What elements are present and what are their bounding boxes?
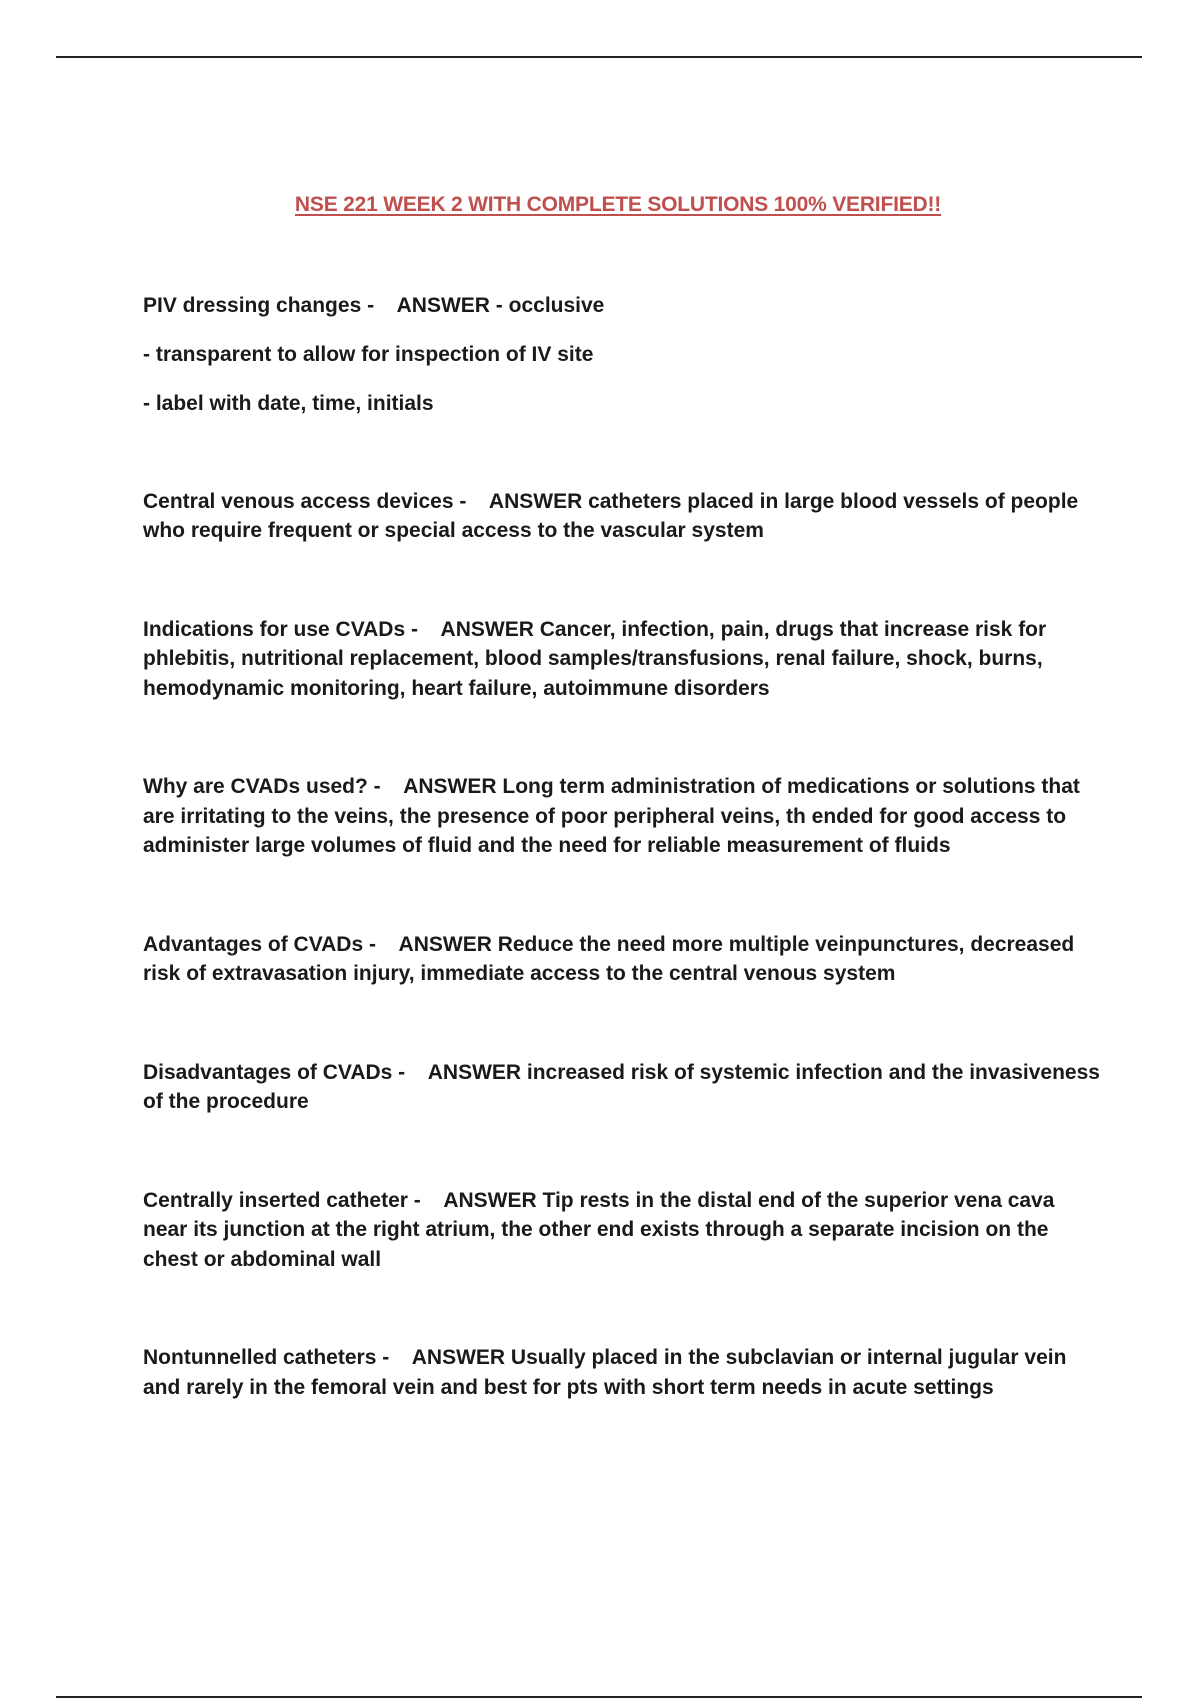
answer-continuation: - label with date, time, initials [143, 392, 434, 415]
qa-line [143, 1186, 1103, 1275]
qa-entry-cvad-advantages [143, 930, 1103, 989]
answer-text: ANSWER Reduce the need more multiple veinpunctures, decreased risk of extravasation injury, immediate access to the central venous system [143, 932, 1075, 985]
bottom-divider [56, 1696, 1142, 1698]
question-text: Nontunnelled catheters - [143, 1346, 390, 1369]
question-text: Disadvantages of CVADs - [143, 1060, 406, 1084]
answer-text: ANSWER - occlusive [396, 294, 605, 317]
top-divider [56, 56, 1142, 58]
qa-line [143, 1343, 1103, 1402]
answer-text: ANSWER increased risk of systemic infection and the invasiveness of the procedure [143, 1060, 1100, 1113]
answer-text: ANSWER catheters placed in large blood vessels of people who require frequent or special access to the vascular system [143, 489, 1079, 542]
answer-text: ANSWER Long term administration of medications or solutions that are irritating to the veins, the presence of poor peripheral veins, th ended for good access to administer large volumes of fluid and the need for reliable measurement of fluids [143, 775, 1080, 857]
question-text: Advantages of CVADs - [143, 932, 376, 956]
qa-line [143, 615, 1103, 704]
qa-line [143, 930, 1103, 989]
qa-entry-cvad-why [143, 772, 1103, 861]
document-title: NSE 221 WEEK 2 WITH COMPLETE SOLUTIONS 100% VERIFIED!! [294, 193, 942, 216]
question-text: Centrally inserted catheter - [143, 1188, 421, 1212]
question-text: Why are CVADs used? - [143, 775, 381, 798]
answer-text: ANSWER Usually placed in the subclavian or internal jugular vein and rarely in the femoral vein and best for pts with short term needs in acute settings [143, 1346, 1067, 1399]
qa-entry-cvad-disadvantages [143, 1058, 1103, 1117]
qa-entry-nontunnelled [143, 1343, 1103, 1402]
answer-text: ANSWER Tip rests in the distal end of the superior vena cava near its junction at the right atrium, the other end exists through a separate incision on the chest or abdominal wall [143, 1188, 1055, 1271]
question-text: PIV dressing changes - [143, 294, 375, 317]
qa-entry-piv-dressing [143, 291, 1103, 419]
answer-text: ANSWER Cancer, infection, pain, drugs that increase risk for phlebitis, nutritional replacement, blood samples/transfusions, renal failure, shock, burns, hemodynamic monitoring, heart failure, autoimmune disorders [143, 617, 1047, 700]
qa-line [143, 772, 1103, 861]
qa-entry-cvad-indications [143, 615, 1103, 704]
question-text: Indications for use CVADs - [143, 617, 418, 641]
question-text: Central venous access devices - [143, 489, 467, 513]
qa-line [143, 1058, 1103, 1117]
qa-entry-cvad-definition [143, 487, 1103, 546]
qa-entry-central-catheter [143, 1186, 1103, 1275]
qa-line [143, 291, 1103, 321]
answer-continuation: - transparent to allow for inspection of IV site [143, 342, 594, 366]
document-body [143, 291, 1103, 1402]
qa-line [143, 487, 1103, 546]
